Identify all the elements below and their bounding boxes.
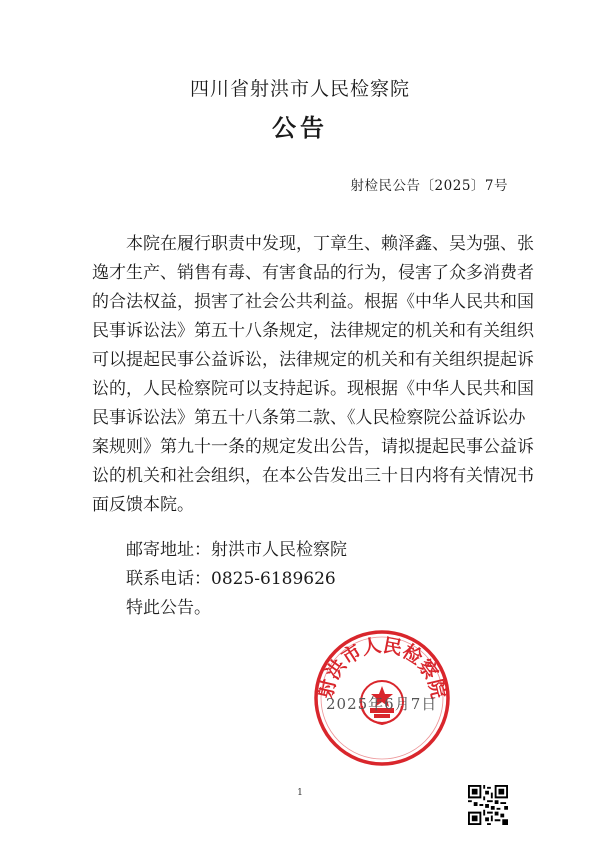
seal-text: 射洪市人民检察院: [314, 634, 450, 701]
document-number: 射检民公告〔2025〕7号: [350, 178, 508, 194]
signature-date: 2025年6月7日: [326, 695, 438, 713]
page-number: 1: [297, 788, 303, 798]
body-line: 案规则》第九十一条的规定发出公告，请拟提起民事公益诉: [92, 437, 534, 457]
body-line: 可以提起民事公益诉讼，法律规定的机关和有关组织提起诉: [92, 350, 534, 370]
body-line: 本院在履行职责中发现，丁章生、赖泽鑫、吴为强、张: [92, 234, 534, 254]
body-line: 讼的，人民检察院可以支持起诉。现根据《中华人民共和国: [92, 379, 534, 399]
body-line: 的合法权益，损害了社会公共利益。根据《中华人民共和国: [92, 292, 534, 312]
contact-phone: 联系电话：0825-6189626: [92, 569, 336, 589]
organization-name: 四川省射洪市人民检察院: [189, 78, 410, 100]
body-line: 面反馈本院。: [92, 495, 194, 515]
body-line: 民事诉讼法》第五十八条第二款、《人民检察院公益诉讼办: [92, 408, 526, 428]
body-line: 逸才生产、销售有毒、有害食品的行为，侵害了众多消费者: [92, 263, 534, 283]
body-line: 讼的机关和社会组织，在本公告发出三十日内将有关情况书: [92, 466, 534, 486]
mailing-address: 邮寄地址：射洪市人民检察院: [92, 540, 347, 560]
closing-statement: 特此公告。: [92, 598, 211, 618]
page-title: 公告: [272, 114, 328, 142]
body-line: 民事诉讼法》第五十八条规定，法律规定的机关和有关组织: [92, 321, 534, 341]
qr-code-icon: [468, 785, 508, 825]
